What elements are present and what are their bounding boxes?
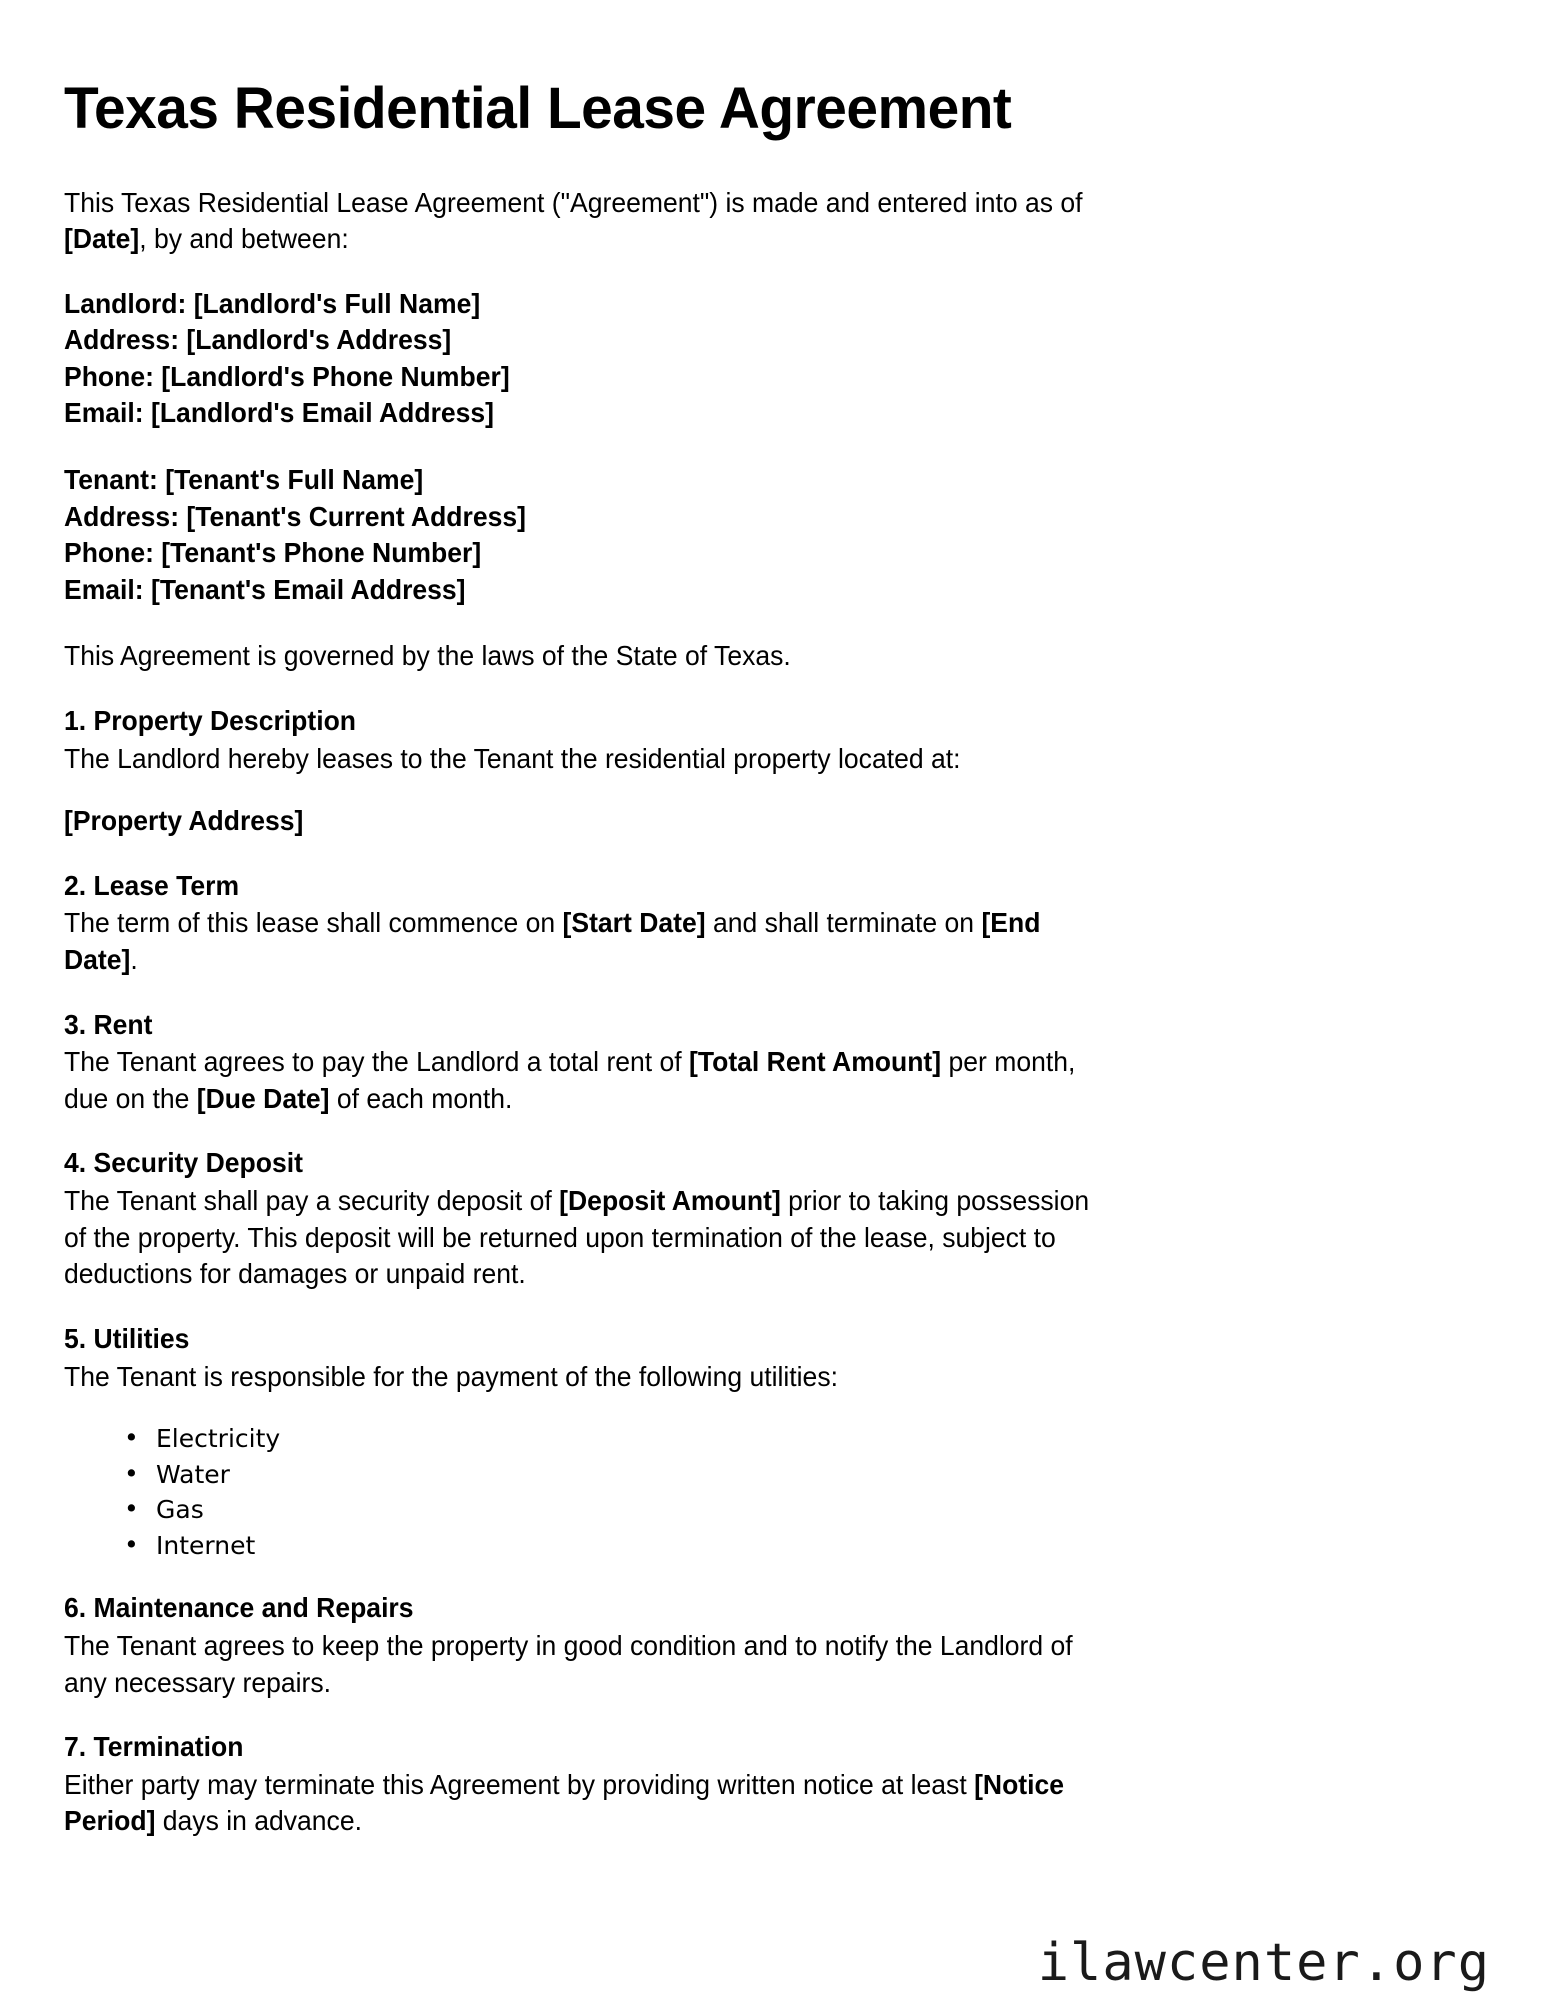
section-heading-lease-term: 2. Lease Term	[64, 869, 240, 901]
landlord-phone-line: Phone: [Landlord's Phone Number]	[64, 360, 510, 392]
tenant-name-line: Tenant: [Tenant's Full Name]	[64, 464, 424, 495]
section-lease-term	[64, 868, 1154, 979]
tenant-address-line: Address: [Tenant's Current Address]	[64, 500, 526, 532]
intro-paragraph	[64, 185, 1116, 258]
section-utilities	[64, 1321, 1154, 1563]
section-body-rent	[64, 1044, 1116, 1117]
section-security-deposit	[64, 1145, 1154, 1292]
tenant-block	[64, 462, 1116, 608]
deposit-text-1: The Tenant shall pay a security deposit of	[64, 1185, 560, 1217]
section-heading-security-deposit: 4. Security Deposit	[64, 1147, 303, 1179]
termination-text-1: Either party may terminate this Agreement by providing written notice at least	[64, 1768, 975, 1800]
governing-law-paragraph: This Agreement is governed by the laws of the State of Texas.	[64, 640, 791, 672]
tenant-email-line: Email: [Tenant's Email Address]	[64, 573, 466, 605]
section-body-maintenance: The Tenant agrees to keep the property in good condition and to notify the Landlord of any necessary repairs.	[64, 1629, 1073, 1698]
intro-text-after: , by and between:	[139, 223, 349, 255]
rent-text-3: of each month.	[329, 1082, 513, 1114]
list-item: • Electricity	[124, 1421, 1154, 1457]
lease-term-text-3: .	[130, 944, 138, 975]
section-body-termination	[64, 1767, 1116, 1840]
landlord-name-line: Landlord: [Landlord's Full Name]	[64, 287, 481, 319]
section-termination	[64, 1729, 1154, 1840]
page-title: Texas Residential Lease Agreement	[64, 76, 1012, 141]
intro-text-before: This Texas Residential Lease Agreement ("Agreement") is made and entered into as of	[64, 186, 1083, 218]
section-heading-property-description: 1. Property Description	[64, 704, 357, 736]
deposit-amount-placeholder: [Deposit Amount]	[559, 1185, 781, 1217]
notice-period-placeholder: [Notice Period]	[64, 1768, 1065, 1837]
document-body	[64, 78, 1154, 1840]
section-rent	[64, 1007, 1154, 1118]
section-property-description	[64, 703, 1154, 840]
end-date-placeholder: [End Date]	[64, 907, 1041, 975]
watermark: ilawcenter.org	[1037, 1933, 1490, 1993]
start-date-placeholder: [Start Date]	[562, 907, 706, 939]
landlord-block	[64, 286, 1116, 432]
due-date-placeholder: [Due Date]	[196, 1082, 330, 1114]
list-item: • Internet	[124, 1528, 1154, 1564]
total-rent-placeholder: [Total Rent Amount]	[689, 1046, 942, 1078]
section-heading-rent: 3. Rent	[64, 1008, 153, 1040]
section-heading-termination: 7. Termination	[64, 1731, 244, 1763]
termination-text-2: days in advance.	[155, 1805, 362, 1837]
property-address-placeholder: [Property Address]	[64, 805, 304, 837]
list-item: • Water	[124, 1457, 1154, 1493]
section-maintenance	[64, 1590, 1154, 1701]
rent-text-1: The Tenant agrees to pay the Landlord a total rent of	[64, 1046, 690, 1078]
tenant-phone-line: Phone: [Tenant's Phone Number]	[64, 537, 482, 569]
section-body-security-deposit	[64, 1183, 1116, 1293]
landlord-address-line: Address: [Landlord's Address]	[64, 324, 452, 356]
section-body-property-description: The Landlord hereby leases to the Tenant the residential property located at:	[64, 742, 961, 774]
utilities-list	[64, 1421, 1154, 1563]
list-item: • Gas	[124, 1492, 1154, 1528]
deposit-text-2: prior to taking possession of the property. This deposit will be returned upon termination of the lease, subject to deductions for damages or unpaid rent.	[64, 1185, 1090, 1290]
section-heading-utilities: 5. Utilities	[64, 1322, 190, 1354]
section-body-lease-term	[64, 905, 1116, 978]
lease-term-text-2: and shall terminate on	[705, 907, 982, 939]
date-placeholder: [Date]	[64, 223, 140, 255]
lease-term-text-1: The term of this lease shall commence on	[64, 907, 563, 939]
section-body-utilities: The Tenant is responsible for the payment of the following utilities:	[64, 1360, 838, 1392]
rent-text-2: per month, due on the	[64, 1046, 1076, 1114]
landlord-email-line: Email: [Landlord's Email Address]	[64, 397, 495, 429]
section-heading-maintenance: 6. Maintenance and Repairs	[64, 1592, 414, 1624]
